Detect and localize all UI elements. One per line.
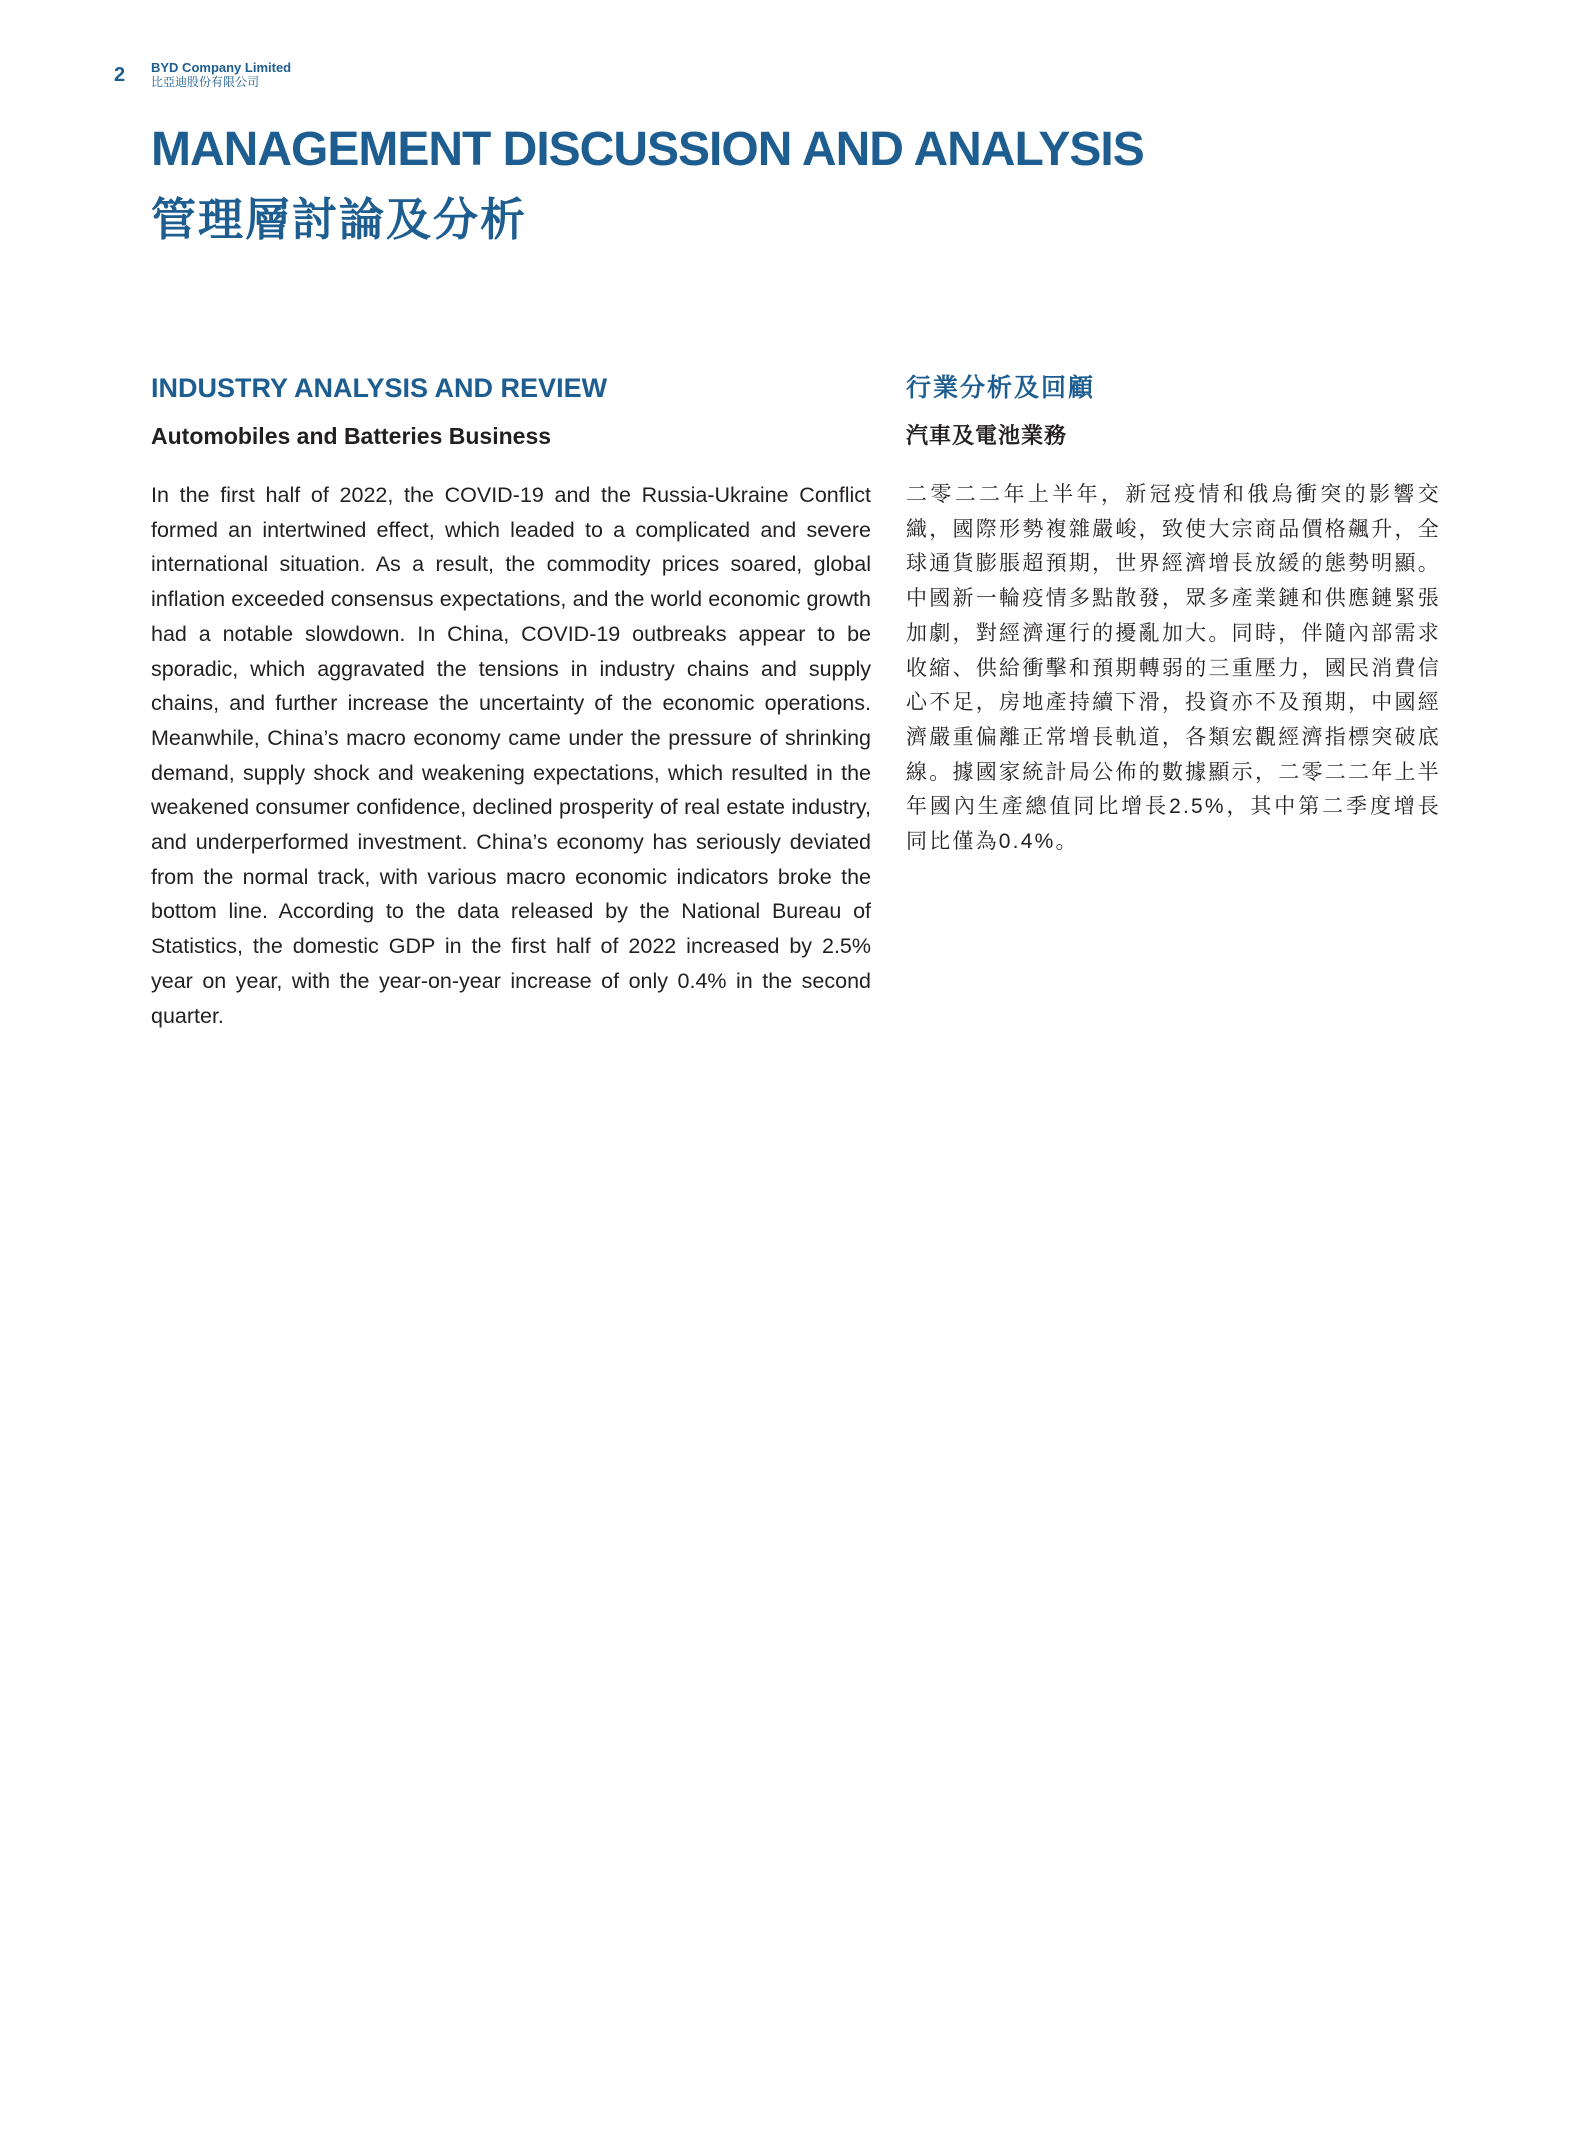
body-paragraph-zh: 二零二二年上半年，新冠疫情和俄烏衝突的影響交織，國際形勢複雜嚴峻，致使大宗商品價格飆升，全球通貨膨脹超預期，世界經濟增長放緩的態勢明顯。中國新一輪疫情多點散發，眾多產業鏈和供應鏈緊張加劇，對經濟運行的擾亂加大。同時，伴隨內部需求收縮、供給衝擊和預期轉弱的三重壓力，國民消費信心不足，房地產持續下滑，投資亦不及預期，中國經濟嚴重偏離正常增長軌道，各類宏觀經濟指標突破底線。據國家統計局公佈的數據顯示，二零二二年上半年國內生產總值同比增長2.5%，其中第二季度增長同比僅為0.4%。 — [906, 483, 1441, 854]
company-name-block — [151, 60, 291, 90]
subheading-zh: 汽車及電池業務 — [906, 423, 1068, 448]
page-title-zh: 管理層討論及分析 — [151, 194, 528, 245]
section-heading-zh: 行業分析及回顧 — [906, 374, 1096, 402]
subheading-en: Automobiles and Batteries Business — [151, 423, 552, 449]
page-number: 2 — [114, 64, 126, 86]
page-title-en: MANAGEMENT DISCUSSION AND ANALYSIS — [151, 123, 1144, 176]
company-name-en: BYD Company Limited — [151, 60, 292, 75]
section-heading-en: INDUSTRY ANALYSIS AND REVIEW — [151, 373, 608, 403]
english-column — [151, 370, 871, 1033]
body-paragraph-en: In the first half of 2022, the COVID-19 and the Russia-Ukraine Conflict formed an intertwined effect, which leaded to a complicated and severe international situation. As a result, the commodity prices soared, global inflation exceeded consensus expectations, and the world economic growth had a notable slowdown. In China, COVID-19 outbreaks appear to be sporadic, which aggravated the tensions in industry chains and supply chains, and further increase the uncertainty of the economic operations. Meanwhile, China’s macro economy came under the pressure of shrinking demand, supply shock and weakening expectations, which resulted in the weakened consumer confidence, declined prosperity of real estate industry, and underperformed investment. China’s economy has seriously deviated from the normal track, with various macro economic indicators broke the bottom line. According to the data released by the National Bureau of Statistics, the domestic GDP in the first half of 2022 increased by 2.5% year on year, with the year-on-year increase of only 0.4% in the second quarter. — [151, 483, 871, 1028]
chinese-column — [906, 370, 1441, 860]
company-name-zh: 比亞迪股份有限公司 — [151, 75, 260, 89]
